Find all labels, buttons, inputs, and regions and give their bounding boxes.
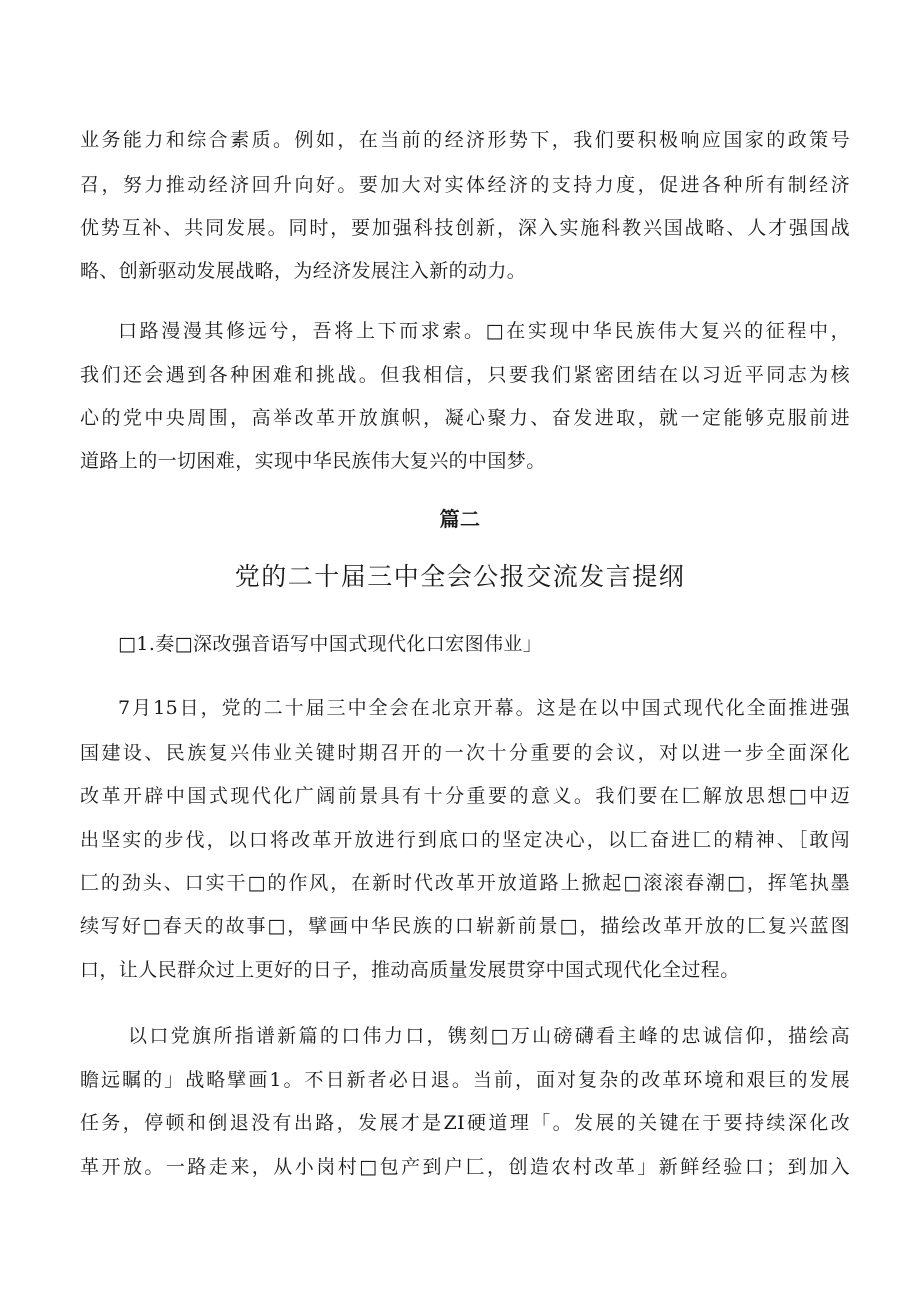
paragraph-3-line-6: 续写好□春天的故事□，擘画中华民族的口崭新前景□，描绘改革开放的匚复兴蓝图: [80, 915, 850, 937]
paragraph-2-line-3: 心的党中央周围，高举改革开放旗帜，凝心聚力、奋发进取，就一定能够克服前进: [80, 407, 850, 429]
paragraph-2-line-2: 我们还会遇到各种困难和挑战。但我相信，只要我们紧密团结在以习近平同志为核: [80, 364, 850, 386]
paragraph-2-line-1: 口路漫漫其修远兮，吾将上下而求索。□在实现中华民族伟大复兴的征程中，: [118, 320, 850, 342]
paragraph-3-line-2: 国建设、民族复兴伟业关键时期召开的一次十分重要的会议，对以进一步全面深化: [80, 742, 850, 764]
paragraph-1-line-1: 业务能力和综合素质。例如，在当前的经济形势下，我们要积极响应国家的政策号: [80, 129, 850, 151]
paragraph-4-line-2: 瞻远瞩的」战略擘画1。不日新者必日退。当前，面对复杂的改革环境和艰巨的发展: [80, 1069, 850, 1091]
section-label: 篇二: [439, 507, 481, 531]
paragraph-3-line-4: 出坚实的步伐，以口将改革开放进行到底口的坚定决心，以匚奋进匚的精神、［敢闯: [80, 829, 850, 851]
section-title: 党的二十届三中全会公报交流发言提纲: [234, 562, 686, 591]
paragraph-2-line-4: 道路上的一切困难，实现中华民族伟大复兴的中国梦。: [80, 450, 546, 472]
paragraph-4-line-4: 革开放。一路走来，从小岗村□包产到户匚，创造农村改革」新鲜经验口；到加入: [80, 1156, 850, 1178]
paragraph-4-line-3: 任务，停顿和倒退没有出路，发展才是ZI硬道理「。发展的关键在于要持续深化改: [80, 1112, 850, 1134]
paragraph-4-line-1: 以口党旗所指谱新篇的口伟力口，镌刻□万山磅礴看主峰的忠诚信仰，描绘高: [128, 1025, 850, 1047]
paragraph-3-line-7: 口，让人民群众过上更好的日子，推动高质量发展贯穿中国式现代化全过程。: [80, 959, 740, 981]
paragraph-1-line-4: 略、创新驱动发展战略，为经济发展注入新的动力。: [80, 260, 527, 282]
subheading: □1.奏□深改强音语写中国式现代化口宏图伟业」: [118, 633, 543, 655]
paragraph-3-line-3: 改革开辟中国式现代化广阔前景具有十分重要的意义。我们要在匚解放思想□中迈: [80, 785, 850, 807]
paragraph-1-line-2: 召，努力推动经济回升向好。要加大对实体经济的支持力度，促进各种所有制经济: [80, 174, 850, 196]
paragraph-3-line-1: 7月15日，党的二十届三中全会在北京开幕。这是在以中国式现代化全面推进强: [118, 697, 850, 719]
paragraph-1-line-3: 优势互补、共同发展。同时，要加强科技创新，深入实施科教兴国战略、人才强国战: [80, 217, 850, 239]
paragraph-3-line-5: 匚的劲头、口实干□的作风，在新时代改革开放道路上掀起□滚滚春潮□，挥笔执墨: [80, 872, 850, 894]
